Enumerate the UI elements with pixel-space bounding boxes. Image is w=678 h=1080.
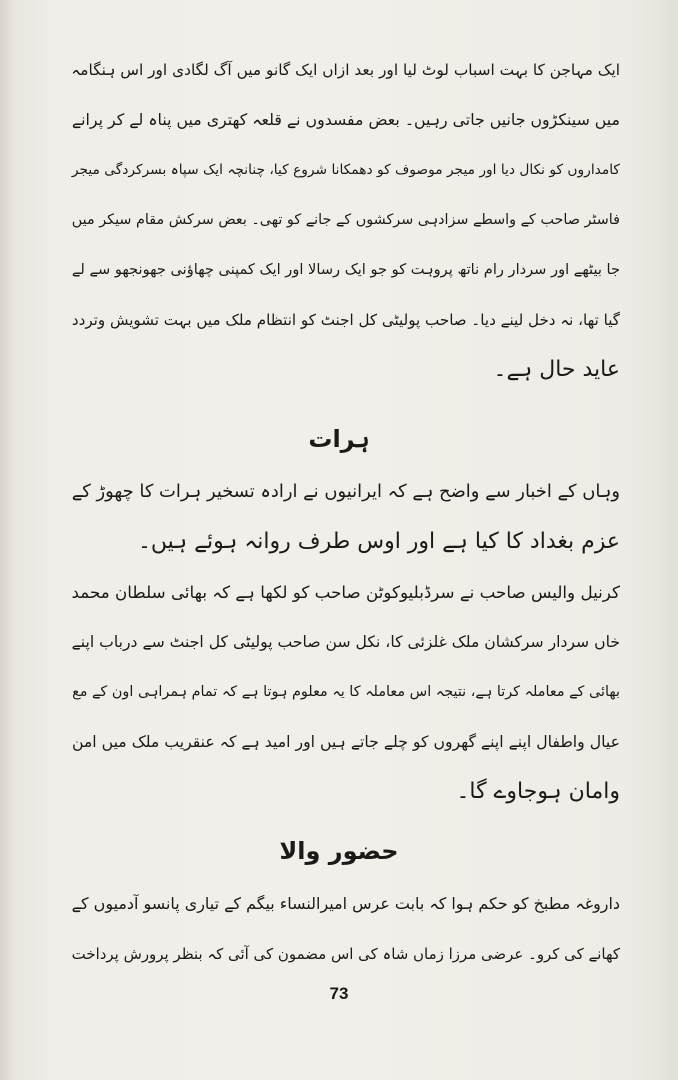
text-line: ایک مہاجن کا بہت اسباب لوٹ لیا اور بعد ازاں ایک گانو میں آگ لگادی اور اس ہنگامہ: [71, 61, 620, 79]
text-line: عیال واطفال اپنے اپنے گھروں کو چلے جاتے ہیں اور امید ہے کہ عنقریب ملک میں امن: [71, 732, 620, 751]
section-heading-herat: ہرات: [308, 425, 370, 453]
section-heading-huzoor-wala: حضور والا: [279, 837, 399, 865]
page-number: 73: [329, 984, 349, 1003]
paragraph-3: [60, 890, 620, 990]
paragraph-2: [60, 478, 620, 828]
text-line: فاسٹر صاحب کے واسطے سزادہی سرکشوں کے جانے کو تھی۔ بعض سرکش مقام سیکر میں: [71, 212, 620, 228]
text-line: میں سینکڑوں جانیں جاتی رہیں۔ بعض مفسدوں نے قلعہ کھتری میں پناہ لے کر پرانے: [71, 110, 620, 129]
text-line: کھانے کی کرو۔ عرضی مرزا زماں شاہ کی اس مضمون کی آئی کہ بنظر پرورش پرداخت: [71, 945, 620, 963]
text-line: کرنیل والیس صاحب نے سرڈبلیوکوٹن صاحب کو لکھا ہے کہ بھائی سلطان محمد: [71, 582, 620, 602]
text-line: عاید حال ہے۔: [493, 357, 620, 382]
text-line: کامداروں کو نکال دیا اور میجر موصوف کو دھمکانا شروع کیا، چنانچہ ایک سپاہ بسرکردگی میجر: [71, 162, 620, 178]
text-line: جا بیٹھے اور سردار رام ناتھ پروہت کو جو ایک رسالا اور ایک کمپنی چھاؤنی جھونجھو سے لے: [71, 261, 620, 278]
text-line: خاں سردار سرکشان ملک غلزئی کا، نکل سن صاحب پولیٹی کل اجنٹ سے درباب اپنے: [71, 632, 620, 651]
text-line: وہاں کے اخبار سے واضح ہے کہ ایرانیوں نے ارادہ تسخیر ہرات کا چھوڑ کے: [71, 481, 620, 502]
text-line: عزم بغداد کا کیا ہے اور اوس طرف روانہ ہوئے ہیں۔: [137, 529, 620, 554]
text-line: بھائی کے معاملہ کرتا ہے، نتیجہ اس معاملہ کا یہ معلوم ہوتا ہے کہ تمام ہمراہی اون کے مع: [72, 684, 620, 700]
page-binding-shadow: [0, 0, 14, 1080]
paragraph-1: [60, 56, 620, 406]
text-line: داروغہ مطبخ کو حکم ہوا کہ بابت عرس امیرالنساء بیگم کے تیاری پانسو آدمیوں کے: [71, 894, 620, 913]
text-line: گیا تھا، نہ دخل لینے دیا۔ صاحب پولیٹی کل اجنٹ کو انتظام ملک میں بہت تشویش وتردد: [71, 311, 620, 329]
text-line: وامان ہوجاوے گا۔: [456, 779, 620, 804]
